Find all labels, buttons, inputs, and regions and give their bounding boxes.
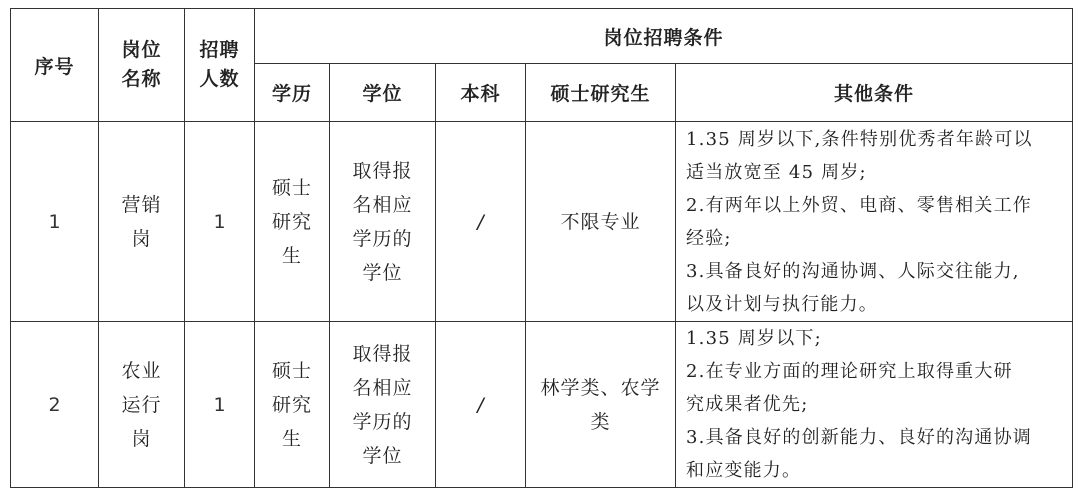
cell-line: 硕士	[271, 176, 312, 199]
cell-education	[255, 122, 330, 322]
header-degree: 学位	[330, 64, 436, 122]
cell-degree	[330, 122, 436, 322]
cell-line: 运行	[121, 393, 162, 416]
condition-line: 2.有两年以上外贸、电商、零售相关工作	[686, 194, 1032, 216]
recruitment-table	[10, 8, 1073, 488]
cell-line: 取得报	[352, 159, 413, 182]
cell-postgrad	[526, 322, 676, 488]
cell-line: 研究	[271, 210, 312, 233]
header-undergrad: 本科	[436, 64, 526, 122]
header-count-l1: 招聘	[199, 39, 240, 61]
header-seq: 序号	[11, 9, 99, 122]
header-row-1	[11, 9, 1073, 64]
condition-line: 3.具备良好的沟通协调、人际交往能力,	[686, 260, 1020, 282]
header-post-name-l1: 岗位	[121, 39, 162, 61]
condition-line: 适当放宽至 45 周岁;	[686, 161, 867, 183]
header-education: 学历	[255, 64, 330, 122]
cell-post-name	[99, 322, 185, 488]
cell-line: 农业	[121, 359, 162, 382]
condition-line: 3.具备良好的创新能力、良好的沟通协调	[686, 427, 1032, 448]
header-conditions: 岗位招聘条件	[255, 9, 1073, 64]
cell-line: 名相应	[352, 193, 413, 216]
header-post-name	[99, 9, 185, 122]
condition-line: 1.35 周岁以下;	[686, 328, 822, 349]
cell-line: 取得报	[352, 342, 413, 365]
cell-other-conditions	[676, 122, 1073, 322]
header-count	[185, 9, 255, 122]
cell-count: 1	[185, 122, 255, 322]
header-postgrad: 硕士研究生	[526, 64, 676, 122]
header-post-name-l2: 名称	[121, 68, 162, 90]
cell-line: 岗	[131, 227, 152, 250]
cell-education	[255, 322, 330, 488]
cell-seq: 1	[11, 122, 99, 322]
cell-line: 林学类、农学	[540, 376, 661, 399]
condition-line: 1.35 周岁以下,条件特别优秀者年龄可以	[686, 128, 1033, 150]
condition-line: 以及计划与执行能力。	[686, 293, 878, 315]
cell-other-conditions	[676, 322, 1073, 488]
condition-line: 究成果者优先;	[686, 394, 809, 415]
cell-line: 研究	[271, 393, 312, 416]
cell-line: 学历的	[352, 410, 413, 433]
table-row	[11, 122, 1073, 322]
cell-line: 名相应	[352, 376, 413, 399]
cell-line: 岗	[131, 427, 152, 450]
cell-postgrad	[526, 122, 676, 322]
cell-undergrad: /	[436, 322, 526, 488]
cell-seq: 2	[11, 322, 99, 488]
cell-line: 生	[281, 427, 302, 450]
condition-line: 和应变能力。	[686, 460, 802, 481]
condition-line: 2.在专业方面的理论研究上取得重大研	[686, 361, 1013, 382]
cell-line: 学历的	[352, 227, 413, 250]
cell-line: 类	[590, 410, 611, 433]
cell-undergrad: /	[436, 122, 526, 322]
table-row	[11, 322, 1073, 488]
cell-line: 营销	[121, 193, 162, 216]
cell-line: 生	[281, 244, 302, 267]
cell-line: 不限专业	[560, 210, 641, 233]
condition-line: 经验;	[686, 227, 732, 249]
header-count-l2: 人数	[199, 68, 240, 90]
cell-degree	[330, 322, 436, 488]
cell-count: 1	[185, 322, 255, 488]
cell-line: 学位	[362, 444, 403, 467]
cell-line: 硕士	[271, 359, 312, 382]
header-other: 其他条件	[676, 64, 1073, 122]
cell-post-name	[99, 122, 185, 322]
cell-line: 学位	[362, 261, 403, 284]
